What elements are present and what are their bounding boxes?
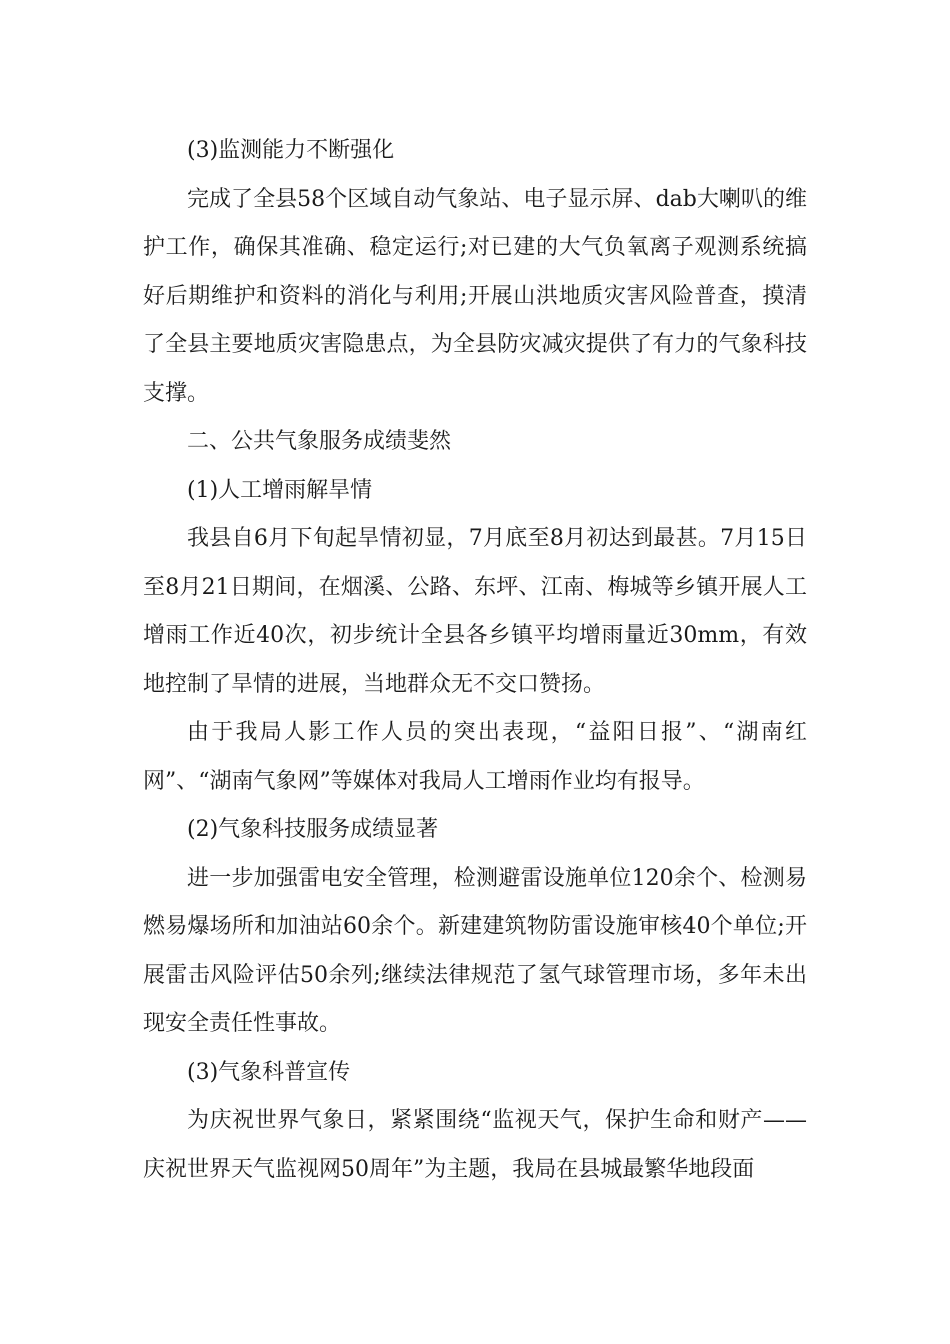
section-heading: (2)气象科技服务成绩显著: [187, 817, 439, 842]
section-heading: (3)监测能力不断强化: [187, 138, 395, 163]
body-paragraph: 为庆祝世界气象日，紧紧围绕“监视天气，保护生命和财产——庆祝世界天气监视网50周年”为主题，我局在县城最繁华地段面: [143, 1108, 807, 1182]
section-heading: (1)人工增雨解旱情: [187, 477, 373, 503]
body-paragraph: 我县自6月下旬起旱情初显，7月底至8月初达到最甚。7月15日至8月21日期间，在烟溪、公路、东坪、江南、梅城等乡镇开展人工增雨工作近40次，初步统计全县各乡镇平均增雨量近30mm，有效地控制了旱情的进展，当地群众无不交口赞扬。: [143, 526, 807, 697]
section-heading: 二、公共气象服务成绩斐然: [187, 429, 452, 454]
body-paragraph: 完成了全县58个区域自动气象站、电子显示屏、dab大喇叭的维护工作，确保其准确、稳定运行;对已建的大气负氧离子观测系统搞好后期维护和资料的消化与利用;开展山洪地质灾害风险普查，摸清了全县主要地质灾害隐患点，为全县防灾减灾提供了有力的气象科技支撑。: [143, 186, 807, 406]
body-paragraph: 由于我局人影工作人员的突出表现，“益阳日报”、“湖南红网”、“湖南气象网”等媒体对我局人工增雨作业均有报导。: [143, 720, 807, 794]
body-paragraph: 进一步加强雷电安全管理，检测避雷设施单位120余个、检测易燃易爆场所和加油站60余个。新建建筑物防雷设施审核40个单位;开展雷击风险评估50余列;继续法律规范了氢气球管理市场，多年未出现安全责任性事故。: [143, 865, 807, 1036]
document-body: [143, 127, 807, 1194]
section-heading: (3)气象科普宣传: [187, 1059, 351, 1085]
